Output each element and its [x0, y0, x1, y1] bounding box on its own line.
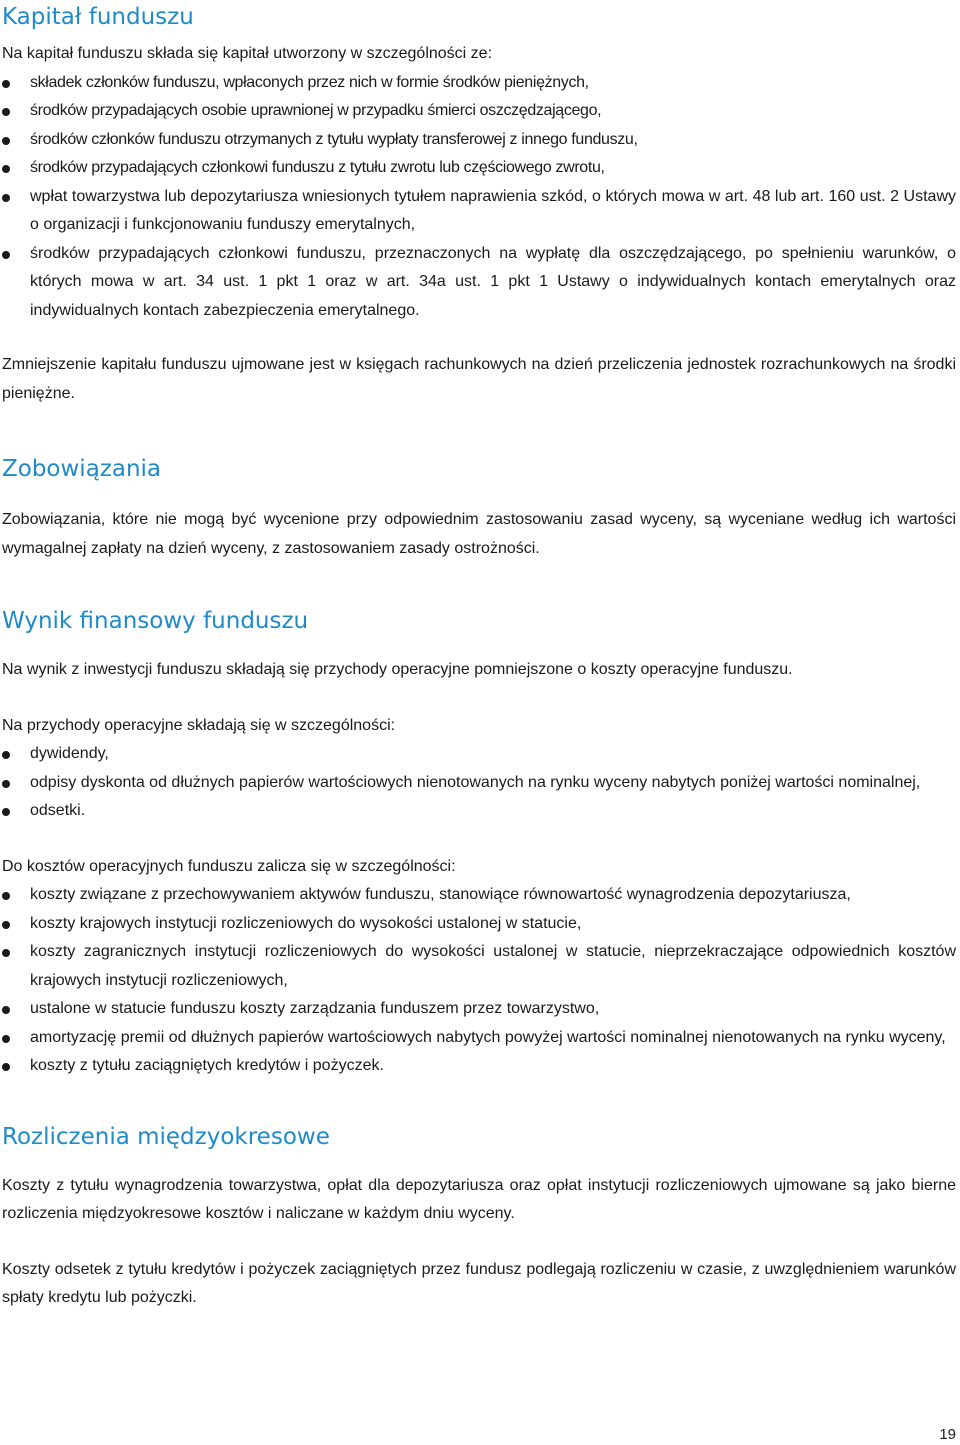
list-item: odsetki.: [2, 797, 956, 826]
revenue-intro: Na przychody operacyjne składają się w szczególności:: [2, 716, 396, 734]
list-item: ustalone w statucie funduszu koszty zarządzania funduszem przez towarzystwo,: [2, 995, 956, 1024]
list-item: środków przypadających członkowi funduszu, przeznaczonych na wypłatę dla oszczędzającego, po spełnieniu warunków, o których mowa w art. 34 ust. 1 pkt 1 oraz w art. 34a ust. 1 pkt 1 Ustawy o indywidualnych kontach emerytalnych oraz indywidualnych kontach zabezpieczenia emerytalnego.: [2, 240, 956, 326]
list-item: środków członków funduszu otrzymanych z tytułu wypłaty transferowej z innego funduszu,: [2, 126, 956, 155]
bullet-icon: [2, 108, 10, 116]
kapital-intro: Na kapitał funduszu składa się kapitał utworzony w szczególności ze:: [2, 45, 493, 62]
zobowiazania-paragraph: Zobowiązania, które nie mogą być wycenione przy odpowiednim zastosowaniu zasad wyceny, są wyceniane według ich wartości wymagalnej zapłaty na dzień wyceny, z zastosowaniem zasady ostrożności.: [2, 511, 956, 557]
bullet-icon: [2, 751, 10, 759]
bullet-icon: [2, 194, 10, 202]
bullet-icon: [2, 165, 10, 173]
list-item: amortyzację premii od dłużnych papierów wartościowych nabytych powyżej wartości nominalnej nienotowanych na rynku wyceny,: [2, 1024, 956, 1053]
list-item: dywidendy,: [2, 740, 956, 769]
bullet-icon: [2, 251, 10, 259]
page-number: 19: [939, 1426, 956, 1443]
list-item: odpisy dyskonta od dłużnych papierów wartościowych nienotowanych na rynku wyceny nabytych poniżej wartości nominalnej,: [2, 769, 956, 798]
section-title-kapital-funduszu: Kapitał funduszu: [2, 4, 194, 30]
revenue-list: [2, 740, 956, 826]
list-item: koszty z tytułu zaciągniętych kredytów i pożyczek.: [2, 1052, 956, 1081]
bullet-icon: [2, 892, 10, 900]
bullet-icon: [2, 780, 10, 788]
list-item: składek członków funduszu, wpłaconych przez nich w formie środków pieniężnych,: [2, 69, 956, 98]
bullet-icon: [2, 1063, 10, 1071]
section-title-rozliczenia: Rozliczenia międzyokresowe: [2, 1123, 330, 1150]
bullet-icon: [2, 1006, 10, 1014]
bullet-icon: [2, 1035, 10, 1043]
list-item: wpłat towarzystwa lub depozytariusza wniesionych tytułem naprawienia szkód, o których mowa w art. 48 lub art. 160 ust. 2 Ustawy o organizacji i funkcjonowaniu funduszy emerytalnych,: [2, 183, 956, 240]
cost-intro: Do kosztów operacyjnych funduszu zalicza się w szczególności:: [2, 857, 456, 875]
list-item: koszty krajowych instytucji rozliczeniowych do wysokości ustalonej w statucie,: [2, 910, 956, 939]
bullet-icon: [2, 949, 10, 957]
list-item: środków przypadających osobie uprawnionej w przypadku śmierci oszczędzającego,: [2, 97, 956, 126]
kapital-paragraph: Zmniejszenie kapitału funduszu ujmowane jest w księgach rachunkowych na dzień przeliczenia jednostek rozrachunkowych na środki pieniężne.: [2, 356, 956, 402]
list-item: koszty zagranicznych instytucji rozliczeniowych do wysokości ustalonej w statucie, nieprzekraczające odpowiednich kosztów krajowych instytucji rozliczeniowych,: [2, 938, 956, 995]
list-item: środków przypadających członkowi funduszu z tytułu zwrotu lub częściowego zwrotu,: [2, 154, 956, 183]
section-title-zobowiazania: Zobowiązania: [2, 456, 162, 482]
kapital-list-cont: [2, 183, 956, 326]
rozliczenia-paragraph-2: Koszty odsetek z tytułu kredytów i pożyczek zaciągniętych przez fundusz podlegają rozliczeniu w czasie, z uwzględnieniem warunków spłaty kredytu lub pożyczki.: [2, 1260, 956, 1306]
bullet-icon: [2, 80, 10, 88]
bullet-icon: [2, 921, 10, 929]
document-page: [2, 0, 956, 1313]
wynik-paragraph: Na wynik z inwestycji funduszu składają się przychody operacyjne pomniejszone o koszty operacyjne funduszu.: [2, 661, 793, 678]
cost-list: [2, 881, 956, 1081]
list-item: koszty związane z przechowywaniem aktywów funduszu, stanowiące równowartość wynagrodzenia depozytariusza,: [2, 881, 956, 910]
bullet-icon: [2, 137, 10, 145]
rozliczenia-paragraph-1: Koszty z tytułu wynagrodzenia towarzystwa, opłat dla depozytariusza oraz opłat instytucji rozliczeniowych ujmowane są jako bierne rozliczenia międzyokresowe kosztów i naliczane w każdym dniu wyceny.: [2, 1176, 956, 1222]
section-title-wynik-finansowy: Wynik finansowy funduszu: [2, 608, 309, 634]
kapital-list: [2, 69, 956, 183]
bullet-icon: [2, 808, 10, 816]
